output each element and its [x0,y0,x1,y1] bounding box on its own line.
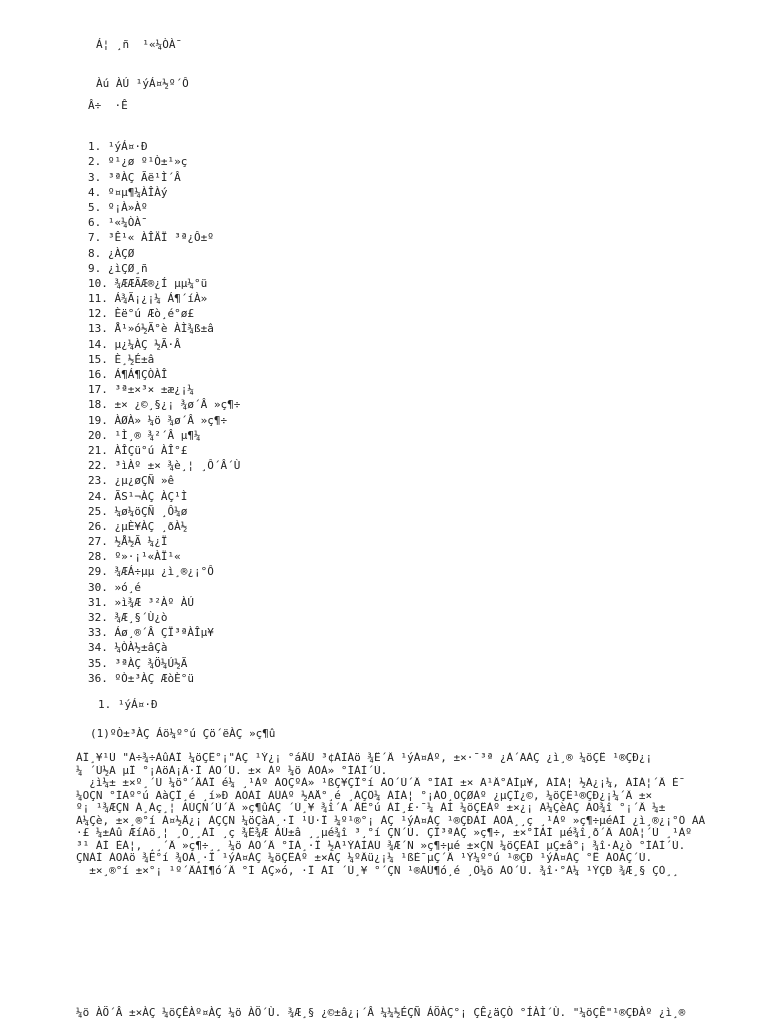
toc-item[interactable]: 33. Áø¸®´Â ÇÏ³ªÀÎµ¥ [88,626,214,640]
toc-item[interactable]: 25. ¼ø¼öÇÑ ¸Ô¼ø [88,504,188,518]
toc-item[interactable]: 27. ½Å½Ã ¼¿Ï [88,535,168,549]
body-line: ±×¸®°í ±×°¡ ¹º´ÂÀÌ¶ó´Â °Í ÀÇ»ó, ·Î ÀÌ ´Ù¸¥ °´ÇÑ ¹®ÀÚ¶ó¸é ¸Ô¼ö ÀÖ´Ù. ¾î·°Á¼ ¹ÝÇÐ ¾Æ¸§ ÇÒ¸¸ [76,864,679,877]
toc-item[interactable]: 11. Á¾Ã¡¿¡¼ Á¶´íÀ» [88,292,208,306]
toc-list [88,139,240,686]
body-line: Ã¼Çè, ±×¸®°í Á¤½Å¿¡ ÀÇÇÑ ¼öÇàÀ¸·Î ¹Ù·Î ¼º¹®°¡ ÀÇ ¹ýÁ¤ÀÇ ¹®ÇÐÀÌ ÀÖÀ¸¸ç ¸¹Àº »ç¶÷µéÀÌ ¿ì¸®¿¡°Ô ÀÀ [76,814,706,827]
toc-item[interactable]: 12. Èë°ú Æò¸é°ø£ [88,307,194,321]
toc-heading: Â÷ ·Ê [88,99,128,112]
toc-item[interactable]: 23. ¿µ¿øÇÑ »ê [88,474,175,488]
toc-item[interactable]: 17. ³ª±×³× ±æ¿¡¼ [88,383,194,397]
toc-item[interactable]: 34. ¼ÒÀ½±âÇà [88,641,168,655]
body-line: º¡ ¹¾ÆÇÑ Á¸Àç¸¦ ÀÚÇÑ´Ù´Â »ç¶ûÀÇ ´Ù¸¥ ¾î´À ÂÊ°ú ÀÌ¸£·¯¼ ÀÌ ¼öÇÊÀº ±×¿¡ Ã¼ÇèÀÇ ÁÖ¾î °¡´Â ¼± [76,802,666,814]
toc-item[interactable]: 6. ¹«¼ÒÀ¯ [88,216,148,230]
body-line: ·£ ¼±Àû ÆíÁö¸¦ ¸Ó¸¸ÀÌ ¸ç ¾Ë¾Æ ÀÚ±â ¸¸µé¾î ³¸°í ÇÑ´Ù. ÇÏ³ªÀÇ »ç¶÷, ±×°ÍÀÌ µé¾î¸ð´Â ÁÖÁ¦´Ù ¸¹Àº [76,827,692,839]
footer-text-line: ¼ö ÀÖ´Â ±×ÀÇ ¼öÇÊÀº¤ÀÇ ¼ö ÀÖ´Ù. ¾Æ¸§ ¿©±â¿¡´Â ¼¼½ÉÇÑ ÁÖÀÇ°¡ ÇÊ¿äÇÒ °ÍÀÌ´Ù. "¼öÇÊ"¹®ÇÐÀº ¿ì¸® [76,1006,686,1019]
table-of-contents [88,72,240,712]
toc-item[interactable]: 36. ºÒ±³ÀÇ ÆòÈ°ü [88,671,194,685]
toc-item[interactable]: 10. ¾ÆÆÃÆ®¿Í µµ¼°ü [88,276,208,290]
toc-item[interactable]: 21. ÀÎÇü°ú ÀÎ°£ [88,443,188,457]
toc-item[interactable]: 3. ³ªÀÇ Ãë¹Ì´Â [88,170,181,184]
author-line: Àú ÀÚ ¹ýÁ¤½º´Ô [96,77,189,90]
toc-item[interactable]: 16. Á¶Á¶ÇÒÀÎ [88,368,168,381]
body-line: ¼ ´Ù½Ã µÎ °¡ÁöÀ¡Â·Î ÀÖ´Ù. ±× Àº ¼ö ÀÖÀ» °ÍÀÌ´Ù. [76,764,388,777]
toc-item[interactable]: 8. ¿ÀÇØ [88,246,135,260]
toc-item[interactable]: 13. Å¹»ó½Ã°è ÀÌ¾ß±â [88,322,214,336]
section-title: 1. ¹ýÁ¤·Ð [98,698,158,711]
toc-item[interactable]: 32. ¾Æ¸§´Ù¿ò [88,611,168,624]
toc-item[interactable]: 14. µ¿¼ÀÇ ½Ã·Â [88,337,181,351]
body-line: ¼ÖÇÑ °ÍÀº°ú ÃàÇÏ¸é ¸í»Ð ÃÖÀÌ ÀÛÀº ½ÃÅ°¸é ¸ÁÇÔ¼ ÀÌÁ¦ °¡ÁÖ¸ÓÇØÀº ¿µÇÏ¿©, ¼öÇÊ¹®ÇÐ¿¡¼´Â ±× [76,789,653,802]
toc-item[interactable]: 1. ¹ýÁ¤·Ð [88,140,148,154]
title-line: Á¦ ¸ñ ¹«¼ÒÀ¯ [96,38,183,51]
toc-item[interactable]: 9. ¿ìÇØ¸ñ [88,261,148,275]
subsection-title: (1)ºÒ±³ÀÇ Áö¼º°ú Çö´ëÀÇ »ç¶û [90,727,276,740]
body-paragraph [76,752,760,877]
toc-item[interactable]: 30. »ó¸é [88,580,141,594]
toc-item[interactable]: 15. È¸½É±â [88,352,155,366]
toc-item[interactable]: 5. º¡À»Àº [88,200,148,214]
toc-item[interactable]: 24. ÃS¹¬ÀÇ ÀÇ¹Ì [88,489,188,503]
toc-item[interactable]: 19. ÀØÀ» ¼ö ¾ø´Â »ç¶÷ [88,413,228,427]
toc-item[interactable]: 20. ¹Ì¸® ¾²´Â µ¶¼ [88,428,201,442]
body-line: ÇÑÀÌ ÀÖÁö ¾Ê°í ¾ÕÀ¸·Î ¹ýÁ¤ÀÇ ¼öÇÊÀº ±×ÀÇ ¼ºÂü¿¡¼ ¹ßÈ¯µÇ´Â ¹Ý¼º°ú ¹®ÇÐ ¹ýÁ¤ÀÇ °Ë ÁÖÀÇ´Ù. [76,852,653,864]
toc-item[interactable]: 7. ³Ê¹« ÀÎÄÏ ³ª¿Ô±º [88,231,214,245]
body-line: ¿ì¼± ±×º¸´Ù ¼ö°´ÂÀÎ é¼ ¸¹Àº ÀÖÇºÀ» ¹ßÇ¥ÇÏ°í ÀÖ´Ù´Â °ÍÀÌ ±× Ã¹Â°ÀÌµ¥, ÀÌÁ¦ ½Ã¿¡¼, ÀÌÁ¦´Â È¯ [76,777,686,789]
toc-item[interactable]: 2. º¹¿ø º¹Ò±¹»ç [88,155,188,169]
toc-item[interactable]: 4. º¤µ¶¼ÀÎÀý [88,185,168,199]
toc-item[interactable]: 26. ¿µÈ¥ÀÇ ¸ðÀ½ [88,519,188,533]
toc-item[interactable]: 22. ³ìÀº ±× ¾è¸¦ ¸Ô´Â´Ù [88,459,241,473]
body-line: ³¹ ÀÌ ÈÁ¦, ¸¸´Â »ç¶÷¸¸ ¼ö ÀÖ´Â °ÍÀ¸·Î ½Ã¹ÝÀÌÀÚ ¾Æ´Ñ »ç¶÷µé ±×ÇÑ ¼öÇÊÀÌ µÇ±â°¡ ¾î·Á¿ò °ÍÀÌ´Ù. [76,839,686,852]
toc-item[interactable]: 28. º»·¡¹«ÀÏ¹« [88,550,181,564]
toc-item[interactable]: 31. »ì¾Æ ³²Àº ÀÚ [88,595,194,609]
toc-item[interactable]: 18. ±× ¿©¸§¿¡ ¾ø´Â »ç¶÷ [88,398,241,412]
body-line: ÀÎ¸¥¹Ù "Á÷¾÷ÀûÀÎ ¼öÇÊ°¡"ÀÇ ¹Ý¿¡ °áÄÚ ³¢ÀÌÁö ¾Ê´Â ¹ýÁ¤Àº, ±×·¯³ª ¿À´ÃÀÇ ¿ì¸® ¼öÇÊ ¹®ÇÐ¿¡ [76,752,653,764]
toc-item[interactable]: 35. ³ªÀÇ ¾Ö¼Ú½Ã [88,656,188,670]
toc-item[interactable]: 29. ¾ÆÁ÷µµ ¿ì¸®¿¡°Ô [88,565,214,579]
